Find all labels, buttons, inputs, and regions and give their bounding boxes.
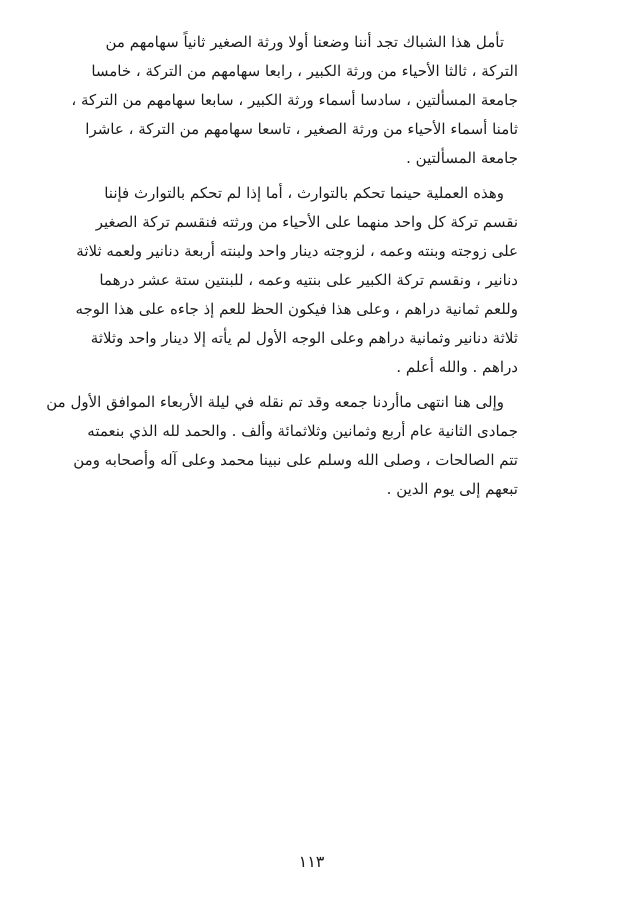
text-line: دراهم . والله أعلم . bbox=[396, 358, 518, 376]
paragraph-1 bbox=[71, 28, 518, 173]
text-line: ثلاثة دنانير وثمانية دراهم وعلى الوجه الأول لم يأته إلا دينار واحد وثلاثة bbox=[90, 329, 518, 347]
text-line: تبعهم إلى يوم الدين . bbox=[386, 480, 518, 498]
text-line: جامعة المسألتين . bbox=[406, 149, 518, 167]
text-line: جامعة المسألتين ، سادسا أسماء ورثة الكبير ، سابعا سهامهم من التركة ، bbox=[71, 91, 518, 109]
text-line: ثامنا أسماء الأحياء من ورثة الصغير ، تاسعا سهامهم من التركة ، عاشرا bbox=[85, 120, 518, 138]
paragraph-3 bbox=[46, 388, 518, 504]
text-line: وهذه العملية حينما تحكم بالتوارث ، أما إذا لم تحكم بالتوارث فإننا bbox=[104, 184, 504, 202]
body-text bbox=[46, 28, 518, 510]
text-line: وإلى هنا انتهى ماأردنا جمعه وقد تم نقله في ليلة الأربعاء الموافق الأول من bbox=[46, 393, 504, 411]
text-line: جمادى الثانية عام أربع وثمانين وثلاثمائة وألف . والحمد لله الذي بنعمته bbox=[87, 422, 518, 440]
page-number: ١١٣ bbox=[298, 852, 325, 871]
text-line: نقسم تركة كل واحد منهما على الأحياء من ورثته فنقسم تركة الصغير bbox=[95, 213, 518, 231]
text-line: تتم الصالحات ، وصلى الله وسلم على نبينا محمد وعلى آله وأصحابه ومن bbox=[73, 451, 518, 469]
text-line: دنانير ، ونقسم تركة الكبير على بنتيه وعمه ، للبنتين ستة عشر درهما bbox=[99, 271, 518, 289]
text-line: وللعم ثمانية دراهم ، وعلى هذا فيكون الحظ للعم إذ جاءه على هذا الوجه bbox=[75, 300, 518, 318]
text-line: التركة ، ثالثا الأحياء من ورثة الكبير ، رابعا سهامهم من التركة ، خامسا bbox=[91, 62, 518, 80]
text-line: على زوجته وبنته وعمه ، لزوجته دينار واحد ولبنته أربعة دنانير ولعمه ثلاثة bbox=[76, 242, 518, 260]
text-line: تأمل هذا الشباك تجد أننا وضعنا أولا ورثة الصغير ثانياً سهامهم من bbox=[105, 33, 504, 51]
paragraph-2 bbox=[75, 179, 518, 382]
